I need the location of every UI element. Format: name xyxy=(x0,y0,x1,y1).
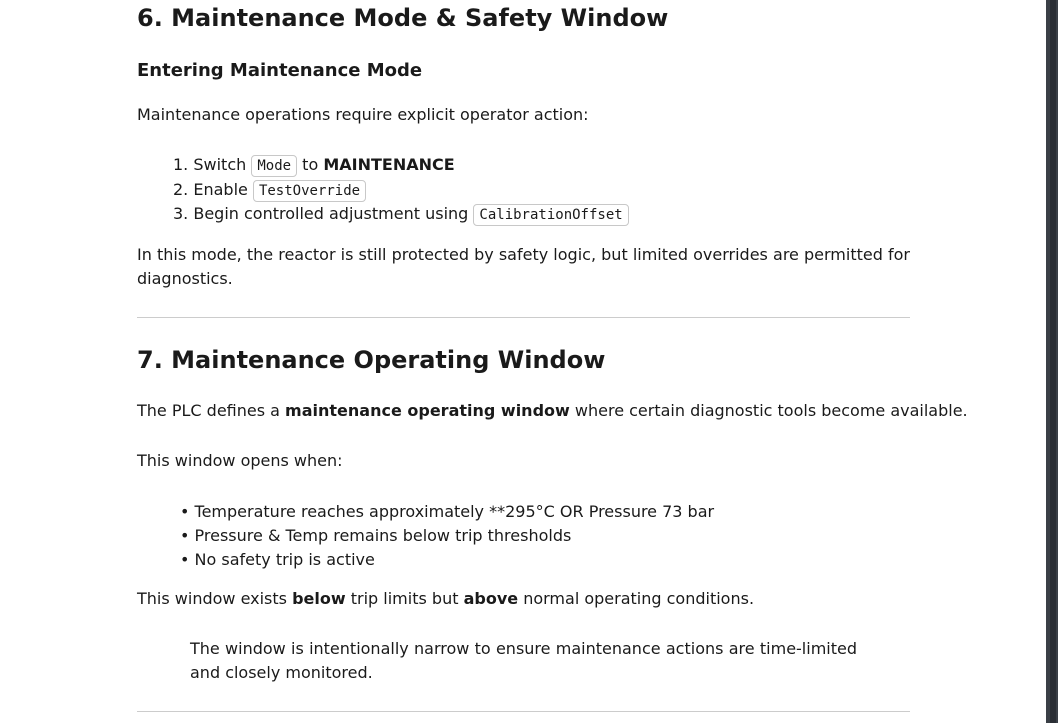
exists-text: normal operating conditions. xyxy=(523,589,755,608)
opens-when-text: This window opens when: xyxy=(137,451,343,470)
inline-code-mode: Mode xyxy=(251,155,297,177)
list-item xyxy=(173,153,455,178)
blockquote-note: The window is intentionally narrow to ensure maintenance actions are time-limited and closely monitored. xyxy=(190,639,857,682)
section-7-heading: 7. Maintenance Operating Window xyxy=(137,346,606,374)
section-6-intro: Maintenance operations require explicit operator action: xyxy=(137,105,589,124)
intro-text: The PLC defines a xyxy=(137,401,280,420)
step-text: Begin controlled adjustment using xyxy=(193,204,469,223)
section-6-heading: 6. Maintenance Mode & Safety Window xyxy=(137,4,669,32)
list-item: • Pressure & Temp remains below trip thresholds xyxy=(180,526,572,545)
section-6-note: In this mode, the reactor is still protected by safety logic, but limited overrides are permitted for diagnostics. xyxy=(137,245,910,288)
exists-bold-above: above xyxy=(463,589,519,608)
condition-text: No safety trip is active xyxy=(194,550,375,569)
step-number: 2. xyxy=(173,180,189,199)
inline-code-calibrationoffset: CalibrationOffset xyxy=(473,204,628,226)
scrollbar-thumb[interactable] xyxy=(1050,0,1056,723)
list-item: • Temperature reaches approximately **295°C OR Pressure 73 bar xyxy=(180,502,715,521)
exists-bold-below: below xyxy=(292,589,346,608)
list-item xyxy=(173,202,629,227)
step-number: 3. xyxy=(173,204,189,223)
section-7-intro xyxy=(137,399,968,423)
scrollbar[interactable] xyxy=(1046,0,1058,723)
condition-text: Pressure & Temp remains below trip thresholds xyxy=(194,526,572,545)
step-text: Enable xyxy=(193,180,248,199)
exists-text: This window exists xyxy=(137,589,287,608)
inline-code-testoverride: TestOverride xyxy=(253,180,366,202)
list-item xyxy=(173,178,366,203)
window-exists-text xyxy=(137,587,754,611)
step-text: to xyxy=(302,155,319,174)
section-divider xyxy=(137,317,910,318)
list-item: • No safety trip is active xyxy=(180,550,375,569)
step-text: Switch xyxy=(193,155,247,174)
step-number: 1. xyxy=(173,155,189,174)
intro-bold: maintenance operating window xyxy=(285,401,570,420)
condition-text: Temperature reaches approximately **295°C OR Pressure 73 bar xyxy=(194,502,715,521)
entering-maintenance-subheading: Entering Maintenance Mode xyxy=(137,60,423,81)
section-divider xyxy=(137,711,910,712)
intro-text: where certain diagnostic tools become available. xyxy=(574,401,968,420)
step-bold: MAINTENANCE xyxy=(323,155,455,174)
exists-text: trip limits but xyxy=(350,589,459,608)
